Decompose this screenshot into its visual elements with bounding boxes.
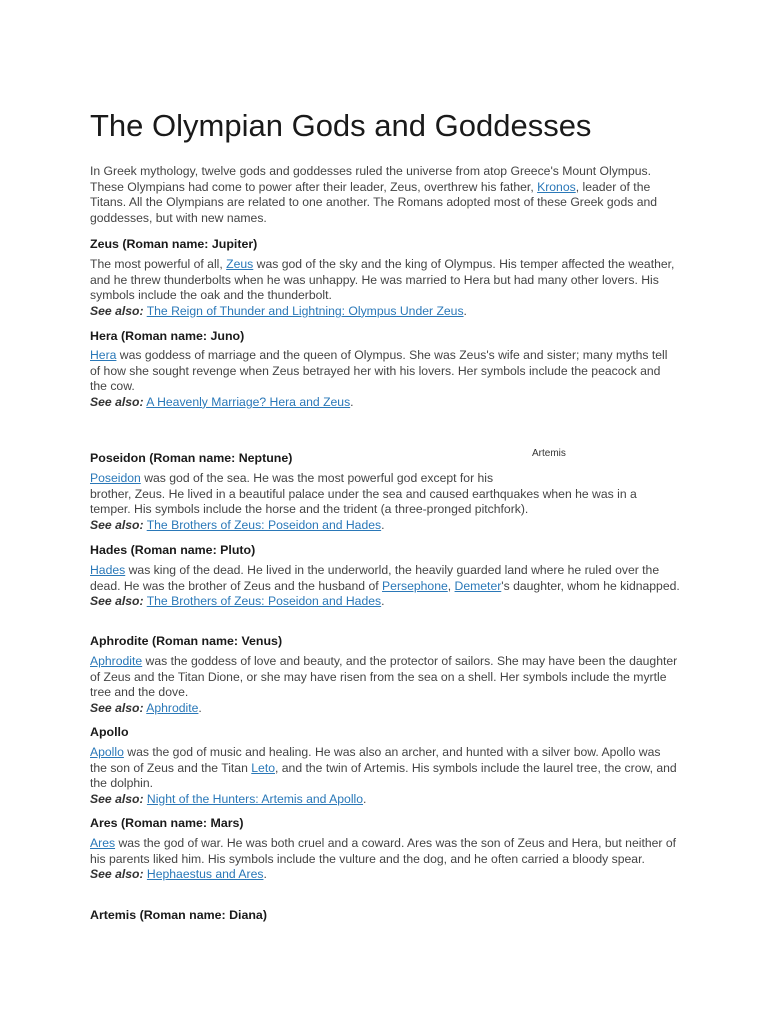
hades-link[interactable]: Hades (90, 563, 126, 577)
poseidon-text: was god of the sea. He was the most powerful god except for his (140, 471, 494, 485)
hades-paragraph: Hades was king of the dead. He lived in the underworld, the heavily guarded land where he ruled over the dead. He was the brother of Zeus and the husband of Persephone, Demeter's daughter, whom he kidnapped. See also: The Brothers of Zeus: Poseidon and Hades. (90, 563, 680, 609)
aphrodite-paragraph: Aphrodite was the goddess of love and beauty, and the protector of sailors. She may have been the daughter of Zeus and the Titan Dione, or she may have risen from the sea on a shell. Her symbols include the myrtle tree and the dove. See also: Aphrodite. (90, 654, 678, 715)
zeus-heading: Zeus (Roman name: Jupiter) (90, 237, 258, 251)
zeus-text: The most powerful of all, (90, 257, 227, 271)
ares-text: was the god of war. He was both cruel and a coward. Ares was the son of Zeus and Hera, but neither of his parents liked him. His symbols include the vulture and the dog, and he often carried a bloody spear. (90, 836, 677, 866)
hera-see-also-link[interactable]: A Heavenly Marriage? Hera and Zeus (146, 394, 351, 409)
poseidon-text: brother, Zeus. He lived in a beautiful palace under the sea and caused earthquakes when he was in a temper. His symbols include the horse and the trident (a three-pronged pitchfork). (90, 486, 637, 517)
poseidon-see-also-link[interactable]: The Brothers of Zeus: Poseidon and Hades (146, 517, 382, 532)
poseidon-link[interactable]: Poseidon (90, 471, 141, 485)
ares-heading: Ares (Roman name: Mars) (90, 816, 244, 830)
ares-see-also-link[interactable]: Hephaestus and Ares (146, 867, 264, 882)
aphrodite-link[interactable]: Aphrodite (90, 654, 143, 668)
leto-link[interactable]: Leto (251, 760, 275, 775)
apollo-link[interactable]: Apollo (90, 745, 124, 759)
ares-paragraph: Ares was the god of war. He was both cruel and a coward. Ares was the son of Zeus and Hera, but neither of his parents liked him. His symbols include the vulture and the dog, and he often carried a bloody spear. See also: Hephaestus and Ares. (90, 836, 677, 882)
apollo-text: , and the twin of Artemis. His symbols include the laurel tree, the crow, and the dolphin. (90, 760, 677, 791)
zeus-paragraph: The most powerful of all, Zeus was god of the sky and the king of Olympus. His temper affected the weather, and he threw thunderbolts when he was unhappy. He was married to Hera but had many other lovers. His symbols include the oak and the thunderbolt. See also: The Reign of Thunder and Lightning: Olympus Under Zeus. (90, 257, 675, 318)
poseidon-paragraph: Poseidon was god of the sea. He was the most powerful god except for his brother, Zeus. He lived in a beautiful palace under the sea and caused earthquakes when he was in a temper. His symbols include the horse and the trident (a three-pronged pitchfork). See also: The Brothers of Zeus: Poseidon and Hades. (90, 471, 637, 532)
hades-heading: Hades (Roman name: Pluto) (90, 543, 256, 557)
ares-link[interactable]: Ares (90, 836, 116, 850)
see-also-label: See also: (90, 700, 144, 715)
see-also-label: See also: (90, 867, 144, 882)
intro-text: , leader of the Titans. All the Olympians are related to one another. The Romans adopted most of these Greek gods and goddesses, but with new names. (90, 179, 658, 225)
zeus-text: was god of the sky and the king of Olympus. His temper affected the weather, and he threw thunderbolts when he was unhappy. He was married to Hera but had many other lovers. His symbols include the oak and the thunderbolt. (90, 257, 675, 303)
hera-paragraph: Hera was goddess of marriage and the queen of Olympus. She was Zeus's wife and sister; many myths tell of how she sought revenge when Zeus betrayed her with his lovers. Her symbols include the peacock and the cow. See also: A Heavenly Marriage? Hera and Zeus. (90, 348, 668, 409)
see-also-label: See also: (90, 791, 144, 806)
demeter-link[interactable]: Demeter (454, 578, 502, 593)
apollo-text: was the god of music and healing. He was also an archer, and hunted with a silver bow. Apollo was the son of Zeus and the Titan (90, 745, 661, 775)
poseidon-heading: Poseidon (Roman name: Neptune) (90, 451, 293, 465)
hades-see-also-link[interactable]: The Brothers of Zeus: Poseidon and Hades (146, 594, 382, 609)
intro-paragraph (90, 164, 680, 226)
see-also-label: See also: (90, 394, 144, 409)
intro-text: In Greek mythology, twelve gods and goddesses ruled the universe from atop Greece's Mount Olympus. These Olympians had come to power after their leader, Zeus, overthrew his father, (90, 164, 651, 194)
aphrodite-heading: Aphrodite (Roman name: Venus) (90, 634, 283, 648)
artemis-heading: Artemis (Roman name: Diana) (90, 908, 267, 922)
hades-text: , (447, 578, 455, 593)
hera-heading: Hera (Roman name: Juno) (90, 329, 245, 343)
aphrodite-see-also-link[interactable]: Aphrodite (146, 700, 199, 715)
artemis-image-caption: Artemis (532, 448, 566, 459)
apollo-heading: Apollo (90, 725, 129, 739)
zeus-link[interactable]: Zeus (226, 257, 254, 271)
aphrodite-text: was the goddess of love and beauty, and the protector of sailors. She may have been the daughter of Zeus and the Titan Dione, or she may have risen from the sea on a shell. Her symbols include the myrtle tree and the dove. (90, 654, 678, 700)
hera-link[interactable]: Hera (90, 348, 117, 362)
hades-text: was king of the dead. He lived in the underworld, the heavily guarded land where he ruled over the dead. He was the brother of Zeus and the husband of (90, 563, 660, 593)
hades-text: 's daughter, whom he kidnapped. (501, 578, 680, 593)
page-title: The Olympian Gods and Goddesses (90, 108, 592, 143)
see-also-label: See also: (90, 594, 144, 609)
see-also-label: See also: (90, 303, 144, 318)
apollo-paragraph: Apollo was the god of music and healing. He was also an archer, and hunted with a silver bow. Apollo was the son of Zeus and the Titan Leto, and the twin of Artemis. His symbols include the laurel tree, the crow, and the dolphin. See also: Night of the Hunters: Artemis and Apollo. (90, 745, 677, 806)
see-also-label: See also: (90, 517, 144, 532)
hera-text: was goddess of marriage and the queen of Olympus. She was Zeus's wife and sister; many myths tell of how she sought revenge when Zeus betrayed her with his lovers. Her symbols include the peacock and the cow. (90, 348, 668, 394)
persephone-link[interactable]: Persephone (382, 578, 448, 593)
apollo-see-also-link[interactable]: Night of the Hunters: Artemis and Apollo (146, 791, 364, 806)
kronos-link[interactable]: Kronos (537, 179, 576, 194)
zeus-see-also-link[interactable]: The Reign of Thunder and Lightning: Olympus Under Zeus (146, 303, 464, 318)
